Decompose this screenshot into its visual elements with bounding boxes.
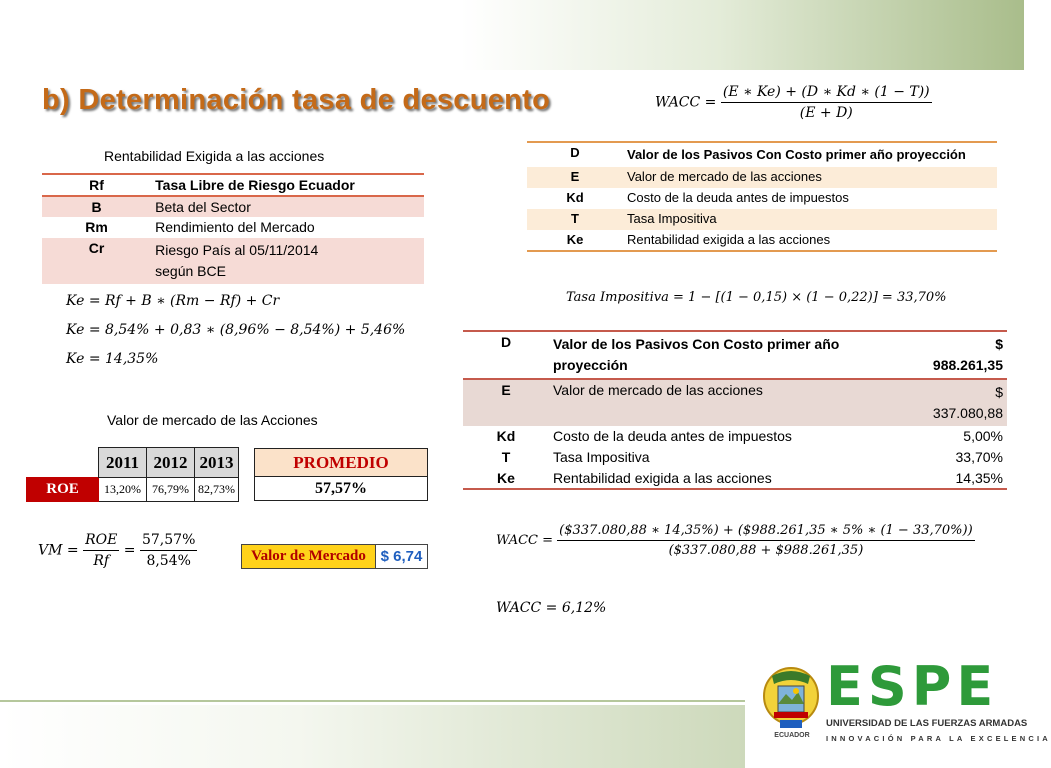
value-amount: 337.080,88 [932,405,1003,421]
value-currency: $ [995,384,1003,400]
table-cell-value: 33,70% [955,449,1003,465]
table-cell-desc: Costo de la deuda antes de impuestos [553,428,792,444]
university-tagline: INNOVACIÓN PARA LA EXCELENCIA [826,734,1051,743]
slide-title: b) Determinación tasa de descuento [42,84,551,116]
table-row [527,230,997,251]
roe-value: 82,73% [195,478,239,502]
table-cell-desc: Valor de los Pasivos Con Costo primer año proyección [549,331,877,379]
wacc-formula-denominator: (E + D) [799,105,853,121]
table-row [527,188,997,209]
table-cell-desc: Costo de la deuda antes de impuestos [627,190,849,205]
table-cell-key: T [501,449,511,465]
wacc-calc-numerator: ($337.080,88 ∗ 14,35%) + ($988.261,35 ∗ 5% ∗ (1 − 33,70%)) [557,523,975,541]
value-currency: $ [995,336,1003,352]
footer-band [0,705,745,768]
table-cell-desc: Rentabilidad exigida a las acciones [623,230,997,251]
roe-value: 13,20% [99,478,147,502]
table-row [527,142,997,167]
vm-formula-num: ROE [83,532,119,551]
year-header: 2011 [99,448,147,478]
vm-formula-eq: = [123,542,136,559]
vm-caption: Valor de mercado de las Acciones [107,412,318,428]
table-row [463,447,1007,468]
ke-caption: Rentabilidad Exigida a las acciones [104,148,325,164]
vm-formula-den: Rf [93,553,110,569]
table-row [42,196,424,217]
average-label: PROMEDIO [255,449,428,477]
table-cell-value: 5,00% [963,428,1003,444]
table-cell-key: T [527,209,623,230]
vm-formula-lhs: VM = [38,542,79,559]
table-cell-empty [27,448,99,478]
table-cell-key: Rf [42,174,151,196]
table-row [27,448,239,478]
table-row [255,449,428,477]
table-cell-value [877,331,1007,379]
market-value-label: Valor de Mercado [242,545,375,568]
vm-formula [38,532,197,569]
definitions-table [527,141,997,252]
table-cell-desc: Valor de mercado de las acciones [549,379,877,426]
table-cell-value: 14,35% [877,468,1007,489]
year-header: 2012 [147,448,195,478]
table-cell-key: E [463,379,549,426]
roe-label: ROE [27,478,99,502]
table-cell-desc: Beta del Sector [151,196,424,217]
ke-variables-table [42,173,424,284]
table-cell-desc: Riesgo País al 05/11/2014 según BCE [151,238,424,284]
wacc-formula [655,84,932,121]
table-cell-key: Ke [527,230,623,251]
table-cell-key: Cr [42,238,151,284]
espe-logo [756,655,1051,760]
table-row [27,478,239,502]
table-cell-key: Ke [463,468,549,489]
wacc-calc-lhs: WACC = [496,533,554,548]
table-row [42,238,424,284]
wacc-calculation [496,523,975,558]
table-cell-value [877,379,1007,426]
ke-formula-3: Ke = 14,35% [66,351,159,367]
wacc-formula-numerator: (E ∗ Ke) + (D ∗ Kd ∗ (1 − T)) [721,84,932,103]
table-cell-key: Kd [566,190,584,205]
average-value: 57,57% [255,477,428,501]
table-cell-desc: Tasa Impositiva [553,449,650,465]
roe-value: 76,79% [147,478,195,502]
values-table [463,330,1007,490]
table-cell-desc: Tasa Impositiva [623,209,997,230]
ke-formula-2: Ke = 8,54% + 0,83 ∗ (8,96% − 8,54%) + 5,46% [66,322,406,338]
value-amount: 988.261,35 [932,357,1003,373]
table-row [527,209,997,230]
header-band [0,0,1024,70]
table-cell-desc: Valor de los Pasivos Con Costo primer año proyección [623,142,997,167]
table-cell-key: B [42,196,151,217]
table-cell-key: E [527,167,623,188]
table-row [463,468,1007,489]
roe-years-table [26,447,239,502]
footer-line [0,700,745,702]
wacc-result: WACC = 6,12% [496,600,607,616]
table-row [42,174,424,196]
table-row [255,477,428,501]
table-row [527,167,997,188]
shield-icon [760,664,822,734]
table-cell-key: Rm [85,219,108,235]
wacc-formula-lhs: WACC = [655,94,717,111]
table-row [42,217,424,238]
wacc-calc-denominator: ($337.080,88 + $988.261,35) [668,543,864,558]
vm-formula-den-value: 8,54% [146,553,191,569]
year-header: 2013 [195,448,239,478]
table-cell-desc: Tasa Libre de Riesgo Ecuador [151,174,424,196]
table-row [463,331,1007,379]
tax-formula: Tasa Impositiva = 1 − [(1 − 0,15) × (1 − 0,22)] = 33,70% [566,290,947,305]
table-cell-desc: Rendimiento del Mercado [155,219,315,235]
market-value-amount: $ 6,74 [375,545,427,568]
espe-wordmark: ESPE [826,655,999,718]
average-table [254,448,428,501]
table-cell-key: Kd [496,428,516,444]
shield-caption: ECUADOR [774,732,810,739]
vm-formula-num-value: 57,57% [140,532,197,551]
table-cell-key: D [527,142,623,167]
table-cell-desc: Valor de mercado de las acciones [623,167,997,188]
table-cell-desc: Rentabilidad exigida a las acciones [549,468,877,489]
market-value-box [241,544,428,569]
ke-formula-1: Ke = Rf + B ∗ (Rm − Rf) + Cr [66,293,280,309]
table-row [463,379,1007,426]
table-row [463,426,1007,447]
university-name: UNIVERSIDAD DE LAS FUERZAS ARMADAS [826,718,1028,729]
table-cell-key: D [463,331,549,379]
